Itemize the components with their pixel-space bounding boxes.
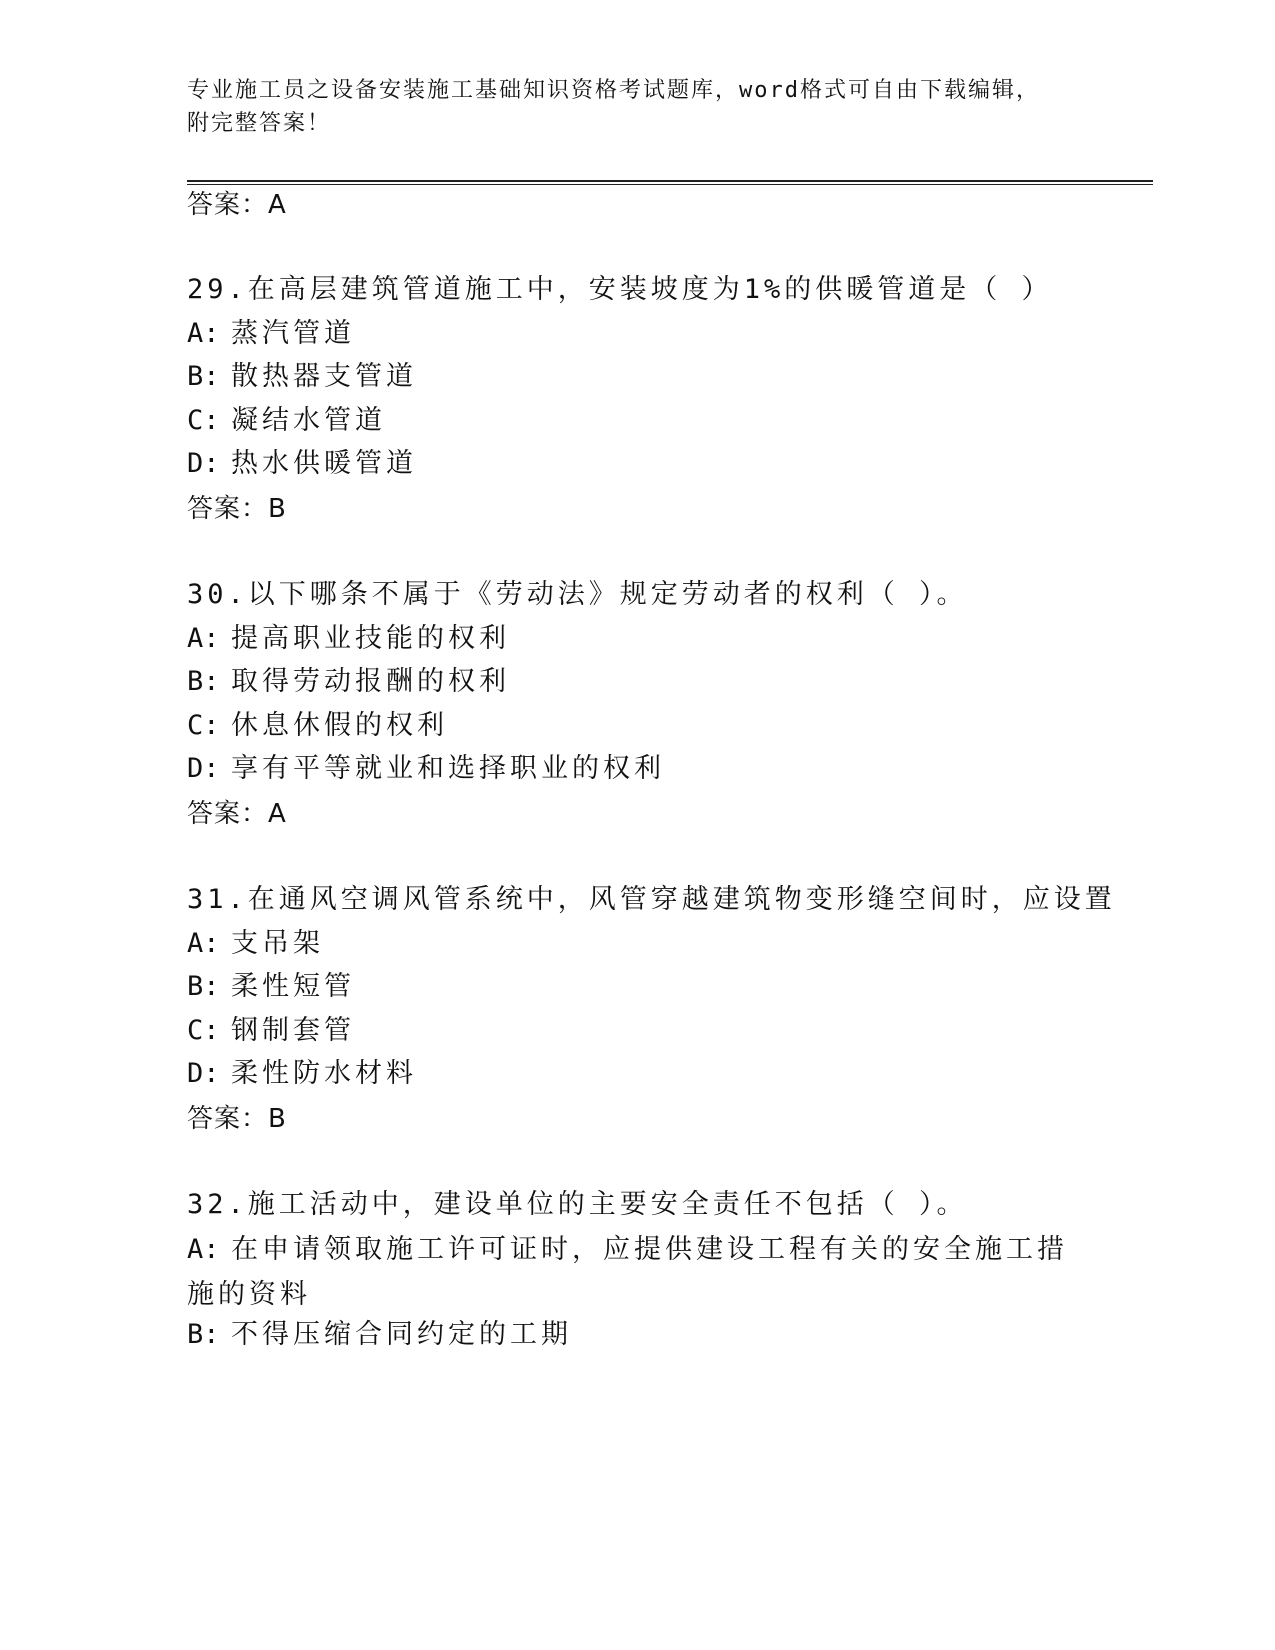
question-30-option-b: B: 取得劳动报酬的权利 — [187, 666, 510, 697]
question-31-option-d: D: 柔性防水材料 — [187, 1058, 417, 1089]
header-line-2: 附完整答案！ — [187, 111, 332, 136]
question-32-option-a: A: 在申请领取施工许可证时，应提供建设工程有关的安全施工措施的资料 — [187, 1234, 1068, 1310]
document-header — [187, 74, 1067, 140]
question-31-option-b: B: 柔性短管 — [187, 971, 355, 1002]
question-30-option-d: D: 享有平等就业和选择职业的权利 — [187, 753, 665, 784]
header-divider — [187, 180, 1153, 182]
question-30-stem: 30.以下哪条不属于《劳动法》规定劳动者的权利（ ）。 — [187, 579, 968, 610]
question-29-option-a: A: 蒸汽管道 — [187, 318, 355, 349]
question-31-option-a: A: 支吊架 — [187, 928, 324, 959]
question-32-stem: 32.施工活动中，建设单位的主要安全责任不包括（ ）。 — [187, 1189, 968, 1220]
question-29-stem: 29.在高层建筑管道施工中，安装坡度为1%的供暖管道是（ ） — [187, 274, 1053, 305]
question-30-option-a: A: 提高职业技能的权利 — [187, 623, 510, 654]
question-30-option-c: C: 休息休假的权利 — [187, 710, 448, 741]
question-30-answer: 答案：A — [187, 799, 287, 829]
question-29-answer: 答案：B — [187, 494, 287, 524]
header-line-1: 专业施工员之设备安装施工基础知识资格考试题库，word格式可自由下载编辑， — [187, 78, 1040, 103]
question-29-option-b: B: 散热器支管道 — [187, 361, 417, 392]
header-divider-thin — [187, 184, 1153, 185]
question-31-option-c: C: 钢制套管 — [187, 1015, 355, 1046]
answer-label: 答案：A — [187, 190, 287, 220]
question-32-option-b: B: 不得压缩合同约定的工期 — [187, 1319, 572, 1350]
question-29-option-c: C: 凝结水管道 — [187, 405, 386, 436]
question-31-stem: 31.在通风空调风管系统中，风管穿越建筑物变形缝空间时，应设置 — [187, 884, 1116, 915]
question-29-option-d: D: 热水供暖管道 — [187, 448, 417, 479]
question-31-answer: 答案：B — [187, 1104, 287, 1134]
